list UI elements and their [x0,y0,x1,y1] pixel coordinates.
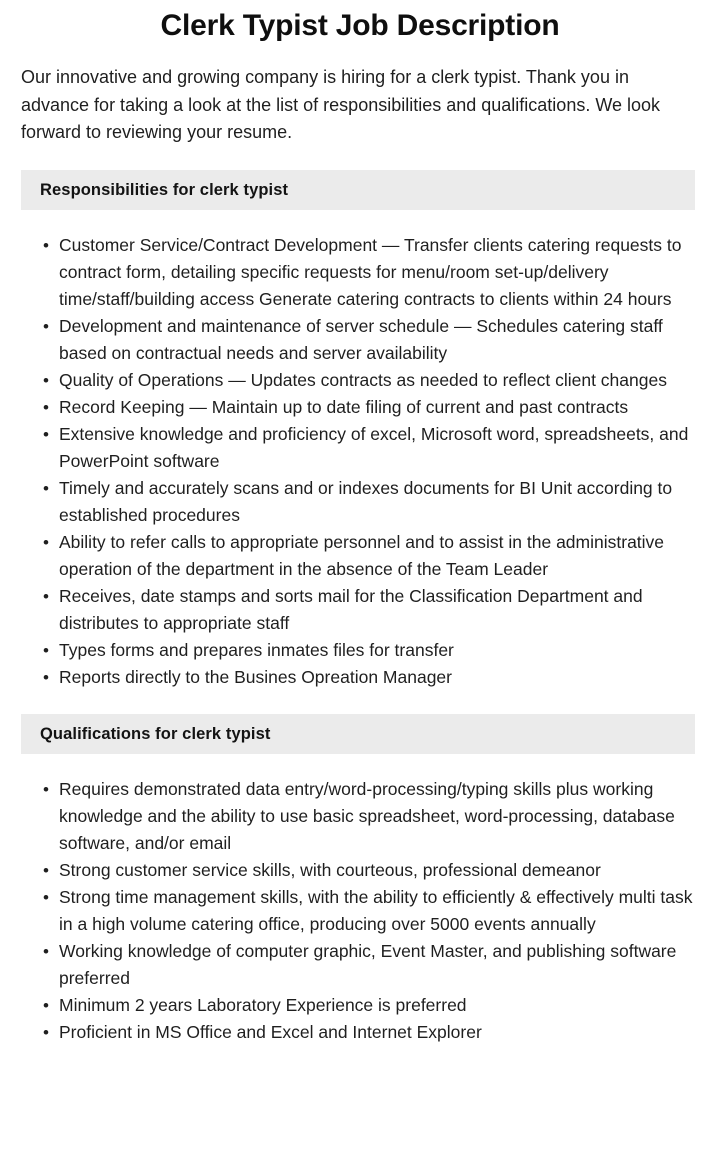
list-item: • Requires demonstrated data entry/word-processing/typing skills plus working knowledge and the ability to use basic spreadsheet, word-processing, database software, and/or email [59,776,695,857]
list-item: • Development and maintenance of server schedule — Schedules catering staff based on contractual needs and server availability [59,313,695,367]
section-header-band-responsibilities [21,170,695,210]
section-qualifications [0,714,720,1046]
section-heading-qualifications: Qualifications for clerk typist [40,724,271,743]
qualifications-list [0,754,720,1046]
page-title: Clerk Typist Job Description [160,9,560,42]
section-header-band-qualifications [21,714,695,754]
list-item: • Strong time management skills, with the ability to efficiently & effectively multi task in a high volume catering office, producing over 5000 events annually [59,884,695,938]
list-item: • Working knowledge of computer graphic, Event Master, and publishing software preferred [59,938,695,992]
page-bottom-spacer [0,1046,720,1074]
list-item: • Quality of Operations — Updates contracts as needed to reflect client changes [59,367,695,394]
section-heading-responsibilities: Responsibilities for clerk typist [40,180,289,199]
list-item: • Record Keeping — Maintain up to date filing of current and past contracts [59,394,695,421]
list-item: • Ability to refer calls to appropriate personnel and to assist in the administrative operation of the department in the absence of the Team Leader [59,529,695,583]
list-item: • Extensive knowledge and proficiency of excel, Microsoft word, spreadsheets, and PowerPoint software [59,421,695,475]
list-item: • Minimum 2 years Laboratory Experience is preferred [59,992,695,1019]
responsibilities-list [0,210,720,691]
list-item: • Proficient in MS Office and Excel and Internet Explorer [59,1019,695,1046]
intro-paragraph: Our innovative and growing company is hiring for a clerk typist. Thank you in advance for taking a look at the list of responsibilities and qualifications. We look forward to reviewing your resume. [21,67,661,142]
list-item: • Customer Service/Contract Development — Transfer clients catering requests to contract form, detailing specific requests for menu/room set-up/delivery time/staff/building access Generate catering contracts to clients within 24 hours [59,232,695,313]
list-item: • Reports directly to the Busines Opreation Manager [59,664,695,691]
list-item: • Timely and accurately scans and or indexes documents for BI Unit according to established procedures [59,475,695,529]
section-responsibilities [0,170,720,691]
list-item: • Strong customer service skills, with courteous, professional demeanor [59,857,695,884]
list-item: • Types forms and prepares inmates files for transfer [59,637,695,664]
list-item: • Receives, date stamps and sorts mail for the Classification Department and distributes to appropriate staff [59,583,695,637]
